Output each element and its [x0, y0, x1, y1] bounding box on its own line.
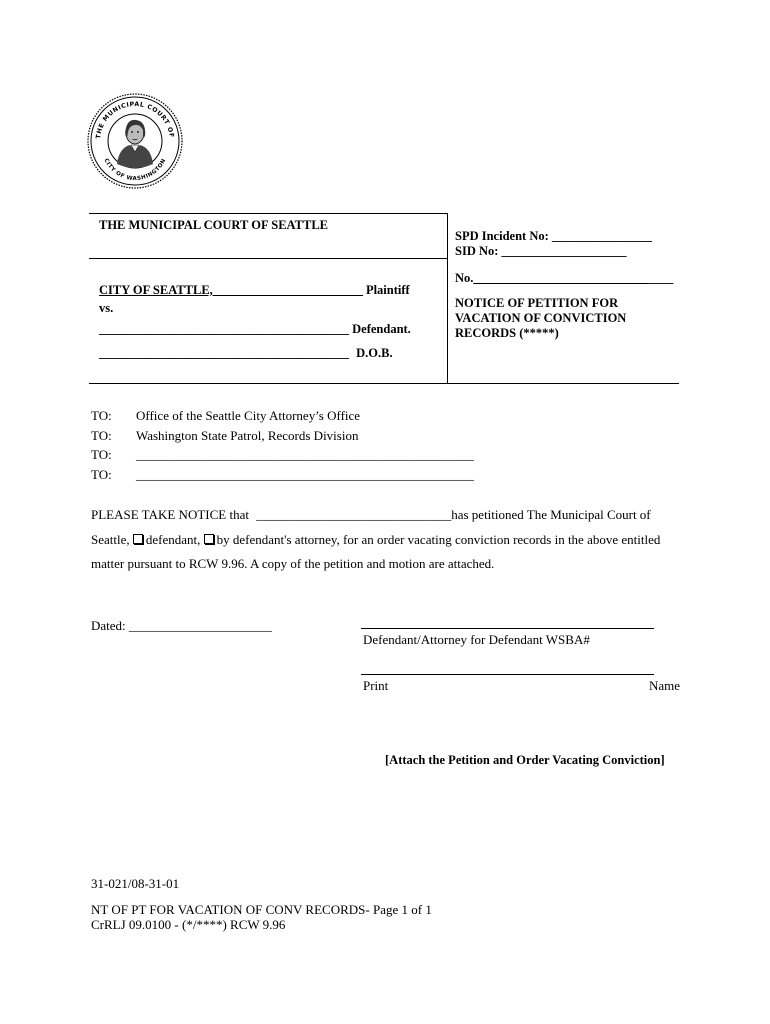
vs-label: vs.: [99, 301, 114, 315]
caption-divider: [89, 258, 447, 259]
case-number-label: No.: [455, 271, 474, 285]
case-number-field[interactable]: [455, 271, 673, 286]
attorney-checkbox[interactable]: [204, 534, 214, 544]
notice-line-3: matter pursuant to RCW 9.96. A copy of the petition and motion are attached.: [91, 556, 495, 571]
attorney-option-label: by defendant's attorney, for an order vacating conviction records in the above entitled: [216, 532, 661, 547]
footer-rule: CrRLJ 09.0100 - (*/****) RCW 9.96: [91, 917, 286, 932]
attach-note: [Attach the Petition and Order Vacating Conviction]: [385, 753, 665, 767]
svg-text:SEAL OF THE MUNICIPAL COURT OF: THE MUNICIPAL COURT OF: [95, 100, 175, 140]
caption-bottom-rule: [89, 383, 679, 384]
washington-portrait-icon: [117, 120, 153, 168]
city-label: CITY OF SEATTLE,: [99, 283, 213, 297]
dated-label: Dated:: [91, 618, 126, 633]
court-seal-graphic: [86, 92, 184, 190]
recipient-label: TO:: [91, 408, 112, 423]
notice-line-1: [91, 507, 651, 523]
case-number-tail: ____: [648, 271, 674, 285]
plaintiff-label: Plaintiff: [365, 283, 410, 297]
dated-field[interactable]: [91, 618, 272, 634]
print-name-line[interactable]: [361, 674, 654, 675]
court-seal: [86, 92, 184, 190]
recipient-blank[interactable]: ____________________________________________________: [136, 467, 474, 482]
recipient-label: TO:: [91, 447, 112, 462]
dated-blank: ______________________: [128, 618, 272, 633]
dob-blank: ________________________________________: [99, 346, 349, 360]
footer-title: NT OF PT FOR VACATION OF CONV RECORDS- Page 1 of 1: [91, 902, 432, 917]
defendant-label: Defendant.: [352, 322, 411, 336]
defendant-blank: ________________________________________: [99, 322, 349, 336]
document-title-line3: RECORDS (*****): [455, 326, 559, 340]
spd-incident-field[interactable]: SPD Incident No: ________________: [455, 229, 652, 243]
form-number: 31-021/08-31-01: [91, 876, 180, 891]
defendant-option-label: defendant,: [145, 532, 201, 547]
document-title-line1: NOTICE OF PETITION FOR: [455, 296, 619, 310]
recipient-label: TO:: [91, 467, 112, 482]
sid-field[interactable]: SID No: ____________________: [455, 244, 627, 258]
recipient-label: TO:: [91, 428, 112, 443]
recipient-blank[interactable]: ____________________________________________________: [136, 447, 474, 462]
notice-line-2: [91, 532, 660, 548]
notice-seattle: Seattle,: [91, 532, 130, 547]
signature-line[interactable]: [361, 628, 654, 629]
case-number-blank: ____________________________: [473, 271, 649, 285]
document-title-line2: VACATION OF CONVICTION: [455, 311, 627, 325]
print-label: Print: [363, 678, 389, 693]
svg-text:CITY OF WASHINGTON: CITY OF WASHINGTON: [102, 157, 168, 183]
plaintiff-blank: ________________________: [212, 283, 363, 297]
recipient-value: Washington State Patrol, Records Division: [136, 428, 359, 443]
dob-line: [99, 346, 393, 361]
defendant-checkbox[interactable]: [133, 534, 143, 544]
petitioner-blank[interactable]: ______________________________: [256, 507, 452, 522]
defendant-line: [99, 322, 411, 337]
notice-continuation: has petitioned The Municipal Court of: [451, 507, 651, 522]
dob-label: D.O.B.: [356, 346, 393, 360]
plaintiff-line: [99, 283, 410, 298]
defendant-attorney-label: Defendant/Attorney for Defendant WSBA#: [363, 632, 590, 647]
name-label: Name: [649, 678, 681, 693]
recipient-value: Office of the Seattle City Attorney’s Office: [136, 408, 361, 423]
notice-intro: PLEASE TAKE NOTICE that: [91, 507, 249, 522]
court-name: THE MUNICIPAL COURT OF SEATTLE: [99, 218, 328, 232]
